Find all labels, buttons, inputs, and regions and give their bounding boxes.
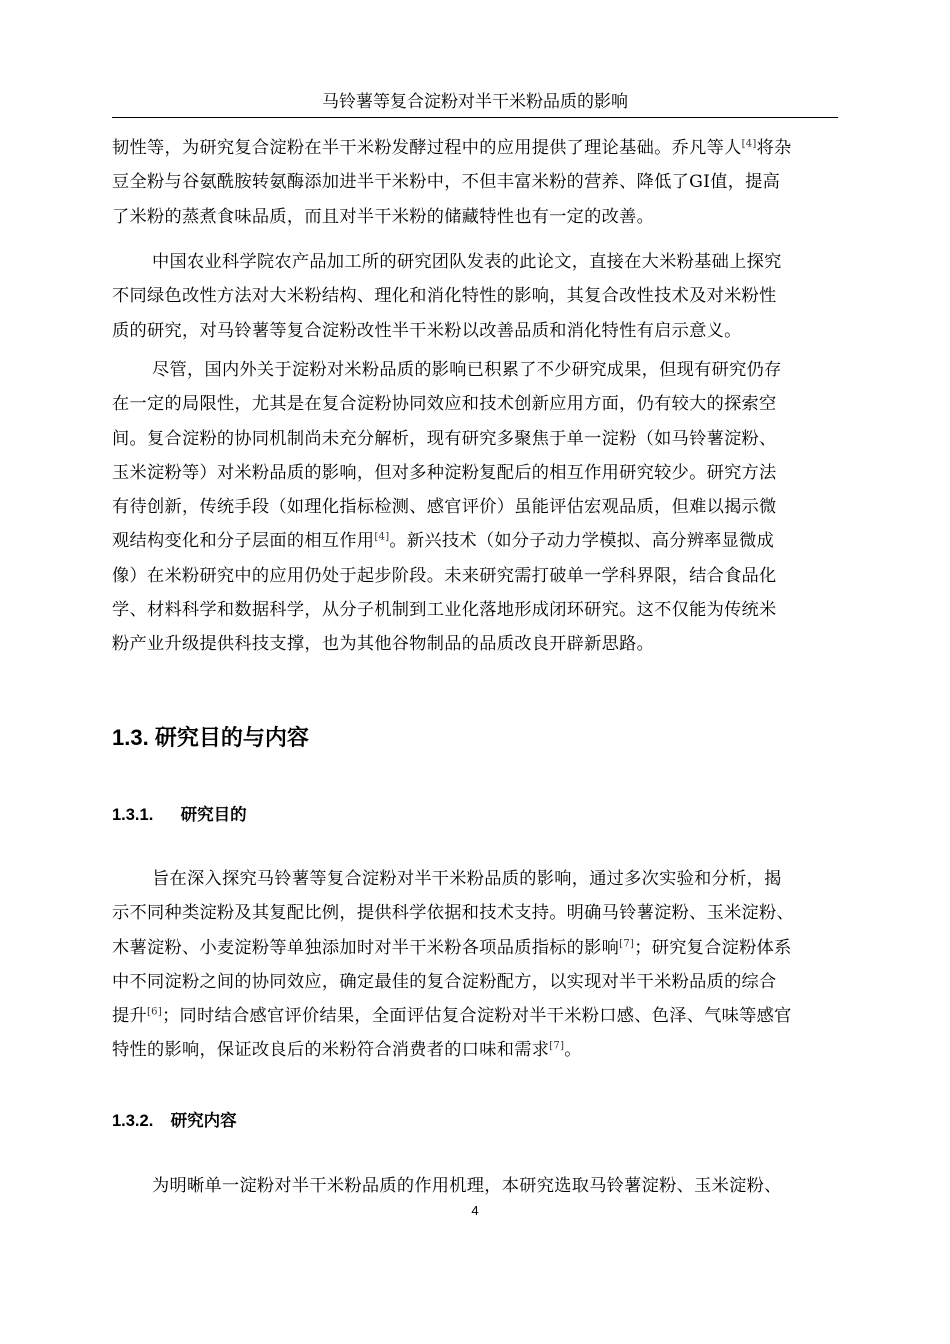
section-heading: 1.3. 研究目的与内容 xyxy=(112,725,309,750)
paragraph-purpose: 旨在深入探究马铃薯等复合淀粉对半干米粉品质的影响，通过多次实验和分析，揭 示不同种类淀粉及其复配比例，提供科学依据和技术支持。明确马铃薯淀粉、玉米淀粉、 木薯淀粉、小麦淀粉等单独添加时对半干米粉各项品质指标的影响[7]；研究复合淀粉体系 中不同淀粉之间的协同效应，确定最佳的复合淀粉配方，以实现对半干米粉品质的综合 提升[6]；同时结合感官评价结果，全面评估复合淀粉对半干米粉口感、色泽、气味等感官 特性的影响，保证改良后的米粉符合消费者的口味和需求[7]。 xyxy=(112,869,795,1061)
running-header: 马铃薯等复合淀粉对半干米粉品质的影响 xyxy=(112,90,838,118)
citation-ref: [7] xyxy=(549,1040,565,1052)
citation-ref: [7] xyxy=(619,937,635,949)
citation-ref: [4] xyxy=(741,138,757,150)
subsection-heading-purpose: 1.3.1. 研究目的 xyxy=(112,806,247,824)
subsection-heading-content: 1.3.2. 研究内容 xyxy=(112,1112,237,1130)
citation-ref: [6] xyxy=(146,1006,163,1018)
paragraph-background-1: 韧性等，为研究复合淀粉在半干米粉发酵过程中的应用提供了理论基础。乔凡等人[4]将杂 豆全粉与谷氨酰胺转氨酶添加进半干米粉中，不但丰富米粉的营养、降低了GI值，提高 了米粉的蒸煮食味品质，而且对半干米粉的储藏特性也有一定的改善。 xyxy=(112,138,792,227)
paragraph-background-2: 中国农业科学院农产品加工所的研究团队发表的此论文，直接在大米粉基础上探究 不同绿色改性方法对大米粉结构、理化和消化特性的影响，其复合改性技术及对米粉性 质的研究，对马铃薯等复合淀粉改性半干米粉以改善品质和消化特性有启示意义。 xyxy=(112,252,782,341)
page-number: 4 xyxy=(471,1203,479,1218)
citation-ref: [4] xyxy=(374,531,390,543)
paragraph-limitations: 尽管，国内外关于淀粉对米粉品质的影响已积累了不少研究成果，但现有研究仍存 在一定的局限性，尤其是在复合淀粉协同效应和技术创新应用方面，仍有较大的探索空 间。复合淀粉的协同机制尚未充分解析，现有研究多聚焦于单一淀粉（如马铃薯淀粉、 玉米淀粉等）对米粉品质的影响，但对多种淀粉复配后的相互作用研究较少。研究方法 有待创新，传统手段（如理化指标检测、感官评价）虽能评估宏观品质，但难以揭示微 观结构变化和分子层面的相互作用[4]。新兴技术（如分子动力学模拟、高分辨率显微成 像）在米粉研究中的应用仍处于起步阶段。未来研究需打破单一学科界限，结合食品化 学、材料科学和数据科学，从分子机制到工业化落地形成闭环研究。这不仅能为传统米 粉产业升级提供科技支撑，也为其他谷物制品的品质改良开辟新思路。 xyxy=(112,360,782,655)
paragraph-content: 为明晰单一淀粉对半干米粉品质的作用机理，本研究选取马铃薯淀粉、玉米淀粉、 xyxy=(152,1176,782,1196)
